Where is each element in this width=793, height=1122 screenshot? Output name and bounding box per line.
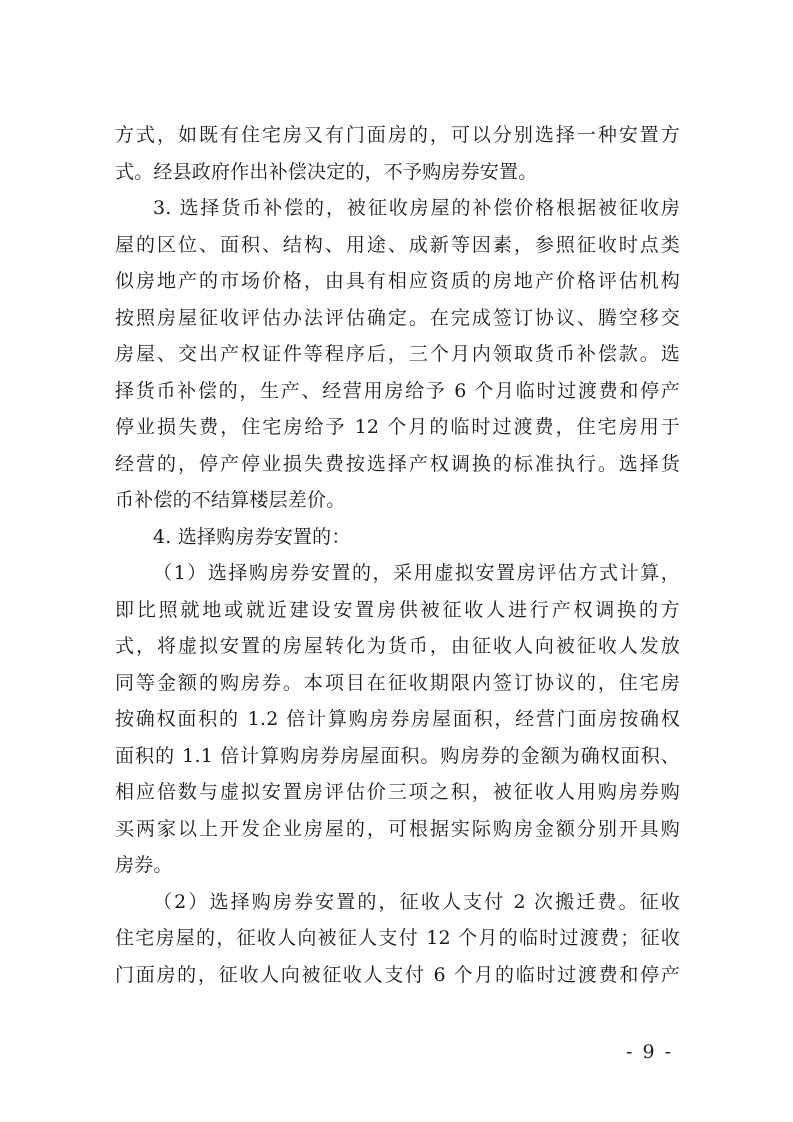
text-line: 停业损失费，住宅房给予 12 个月的临时过渡费，住宅房用于 [115,416,680,438]
page-number: - 9 - [626,1041,674,1063]
body-text [115,117,680,993]
text-line: 似房地产的市场价格，由具有相应资质的房地产价格评估机构 [115,270,680,292]
text-line: 按确权面积的 1.2 倍计算购房券房屋面积，经营门面房按确权 [115,708,680,730]
text-line: 买两家以上开发企业房屋的，可根据实际购房金额分别开具购 [115,817,680,840]
text-line: 房屋、交出产权证件等程序后，三个月内领取货币补偿款。选 [115,343,680,365]
text-line: 同等金额的购房券。本项目在征收期限内签订协议的，住宅房 [115,671,680,694]
text-line: 面积的 1.1 倍计算购房券房屋面积。购房券的金额为确权面积、 [115,744,680,767]
text-line: 门面房的，征收人向被征收人支付 6 个月的临时过渡费和停产 [115,963,680,986]
text-line: 式，将虚拟安置的房屋转化为货币，由征收人向被征收人发放 [115,635,680,657]
text-line: 方式，如既有住宅房又有门面房的，可以分别选择一种安置方 [115,124,680,146]
paragraph-start-line: （2）选择购房券安置的，征收人支付 2 次搬迁费。征收 [153,890,680,913]
text-line: 按照房屋征收评估办法评估确定。在完成签订协议、腾空移交 [115,306,680,329]
text-line: 择货币补偿的，生产、经营用房给予 6 个月临时过渡费和停产 [115,379,680,402]
text-line: 相应倍数与虚拟安置房评估价三项之积，被征收人用购房券购 [115,781,680,803]
text-line: 住宅房屋的，征收人向被征人支付 12 个月的临时过渡费；征收 [115,927,680,949]
section-heading: 4. 选择购房券安置的： [153,525,351,548]
text-line: 房券。 [115,854,173,876]
text-line: 屋的区位、面积、结构、用途、成新等因素，参照征收时点类 [115,233,680,256]
paragraph-start-line: 3. 选择货币补偿的，被征收房屋的补偿价格根据被征收房 [153,197,680,219]
text-line: 经营的，停产停业损失费按选择产权调换的标准执行。选择货 [115,452,680,475]
text-line: 式。经县政府作出补偿决定的，不予购房券安置。 [115,160,538,183]
paragraph-start-line: （1）选择购房券安置的，采用虚拟安置房评估方式计算， [153,562,680,584]
text-line: 币补偿的不结算楼层差价。 [115,489,346,511]
text-line: 即比照就地或就近建设安置房供被征收人进行产权调换的方 [115,598,680,621]
